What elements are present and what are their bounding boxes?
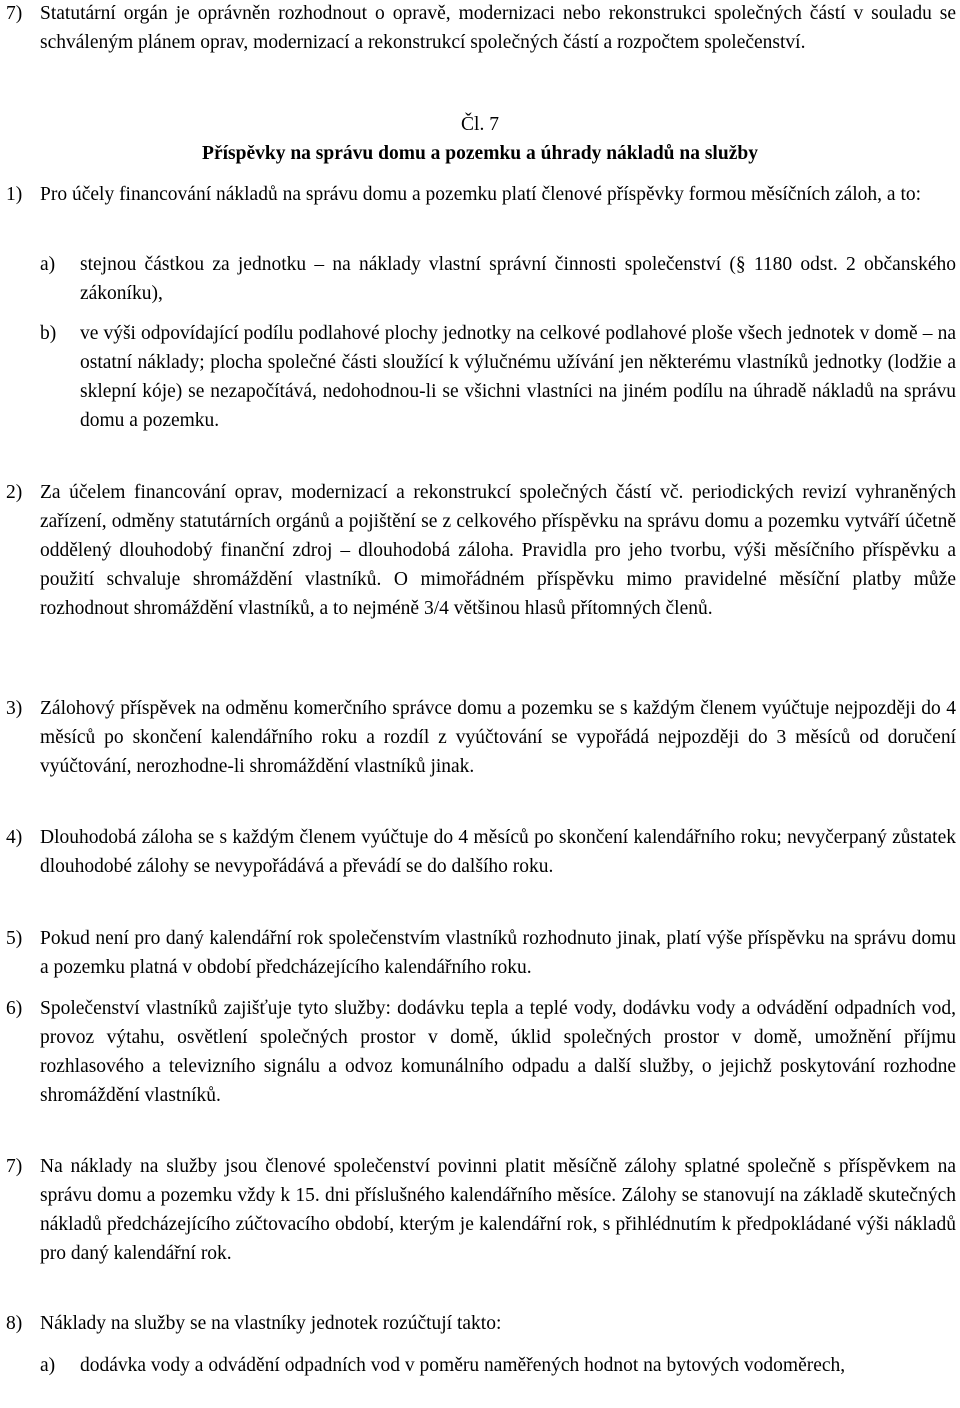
sub-list-item	[0, 250, 960, 308]
sub-item-text: dodávka vody a odvádění odpadních vod v poměru naměřených hodnot na bytových vodoměrech,	[80, 1355, 846, 1376]
item-number: 7)	[6, 3, 23, 24]
item-text: Za účelem financování oprav, modernizací a rekonstrukcí společných částí vč. periodických revizí vyhraněných zařízení, odměny statutárních orgánů a pojištění se z celkového příspěvku na správu domu a pozemku vytváří účetně oddělený dlouhodobý finanční zdroj – dlouhodobá záloha. Pravidla pro jeho tvorbu, výši měsíčního příspěvku a použití schvaluje shromáždění vlastníků. O mimořádném příspěvku mimo pravidelné měsíční platby může rozhodnout shromáždění vlastníků, a to nejméně 3/4 většinou hlasů přítomných členů.	[40, 482, 956, 619]
item-text: Zálohový příspěvek na odměnu komerčního správce domu a pozemku se s každým členem vyúčtuje nejpozději do 4 měsíců po skončení kalendářního roku a rozdíl z vyúčtování se vypořádá nejpozději do 3 měsíců od doručení vyúčtování, nerozhodne-li shromáždění vlastníků jinak.	[40, 698, 956, 777]
item-number: 6)	[6, 998, 23, 1019]
item-text: Náklady na služby se na vlastníky jednotek rozúčtují takto:	[40, 1313, 502, 1334]
list-item	[0, 694, 960, 781]
list-item	[0, 478, 960, 623]
sub-item-letter: a)	[40, 1355, 56, 1376]
list-item	[0, 823, 960, 881]
sub-item-text: ve výši odpovídající podílu podlahové plochy jednotky na celkové podlahové ploše všech jednotek v domě – na ostatní náklady; plocha společné části sloužící k výlučnému užívání jen některému vlastníků jednotky (lodžie a sklepní kóje) se nezapočítává, nedohodnou-li se všichni vlastníci na jiném podílu na úhradě nákladů na správu domu a pozemku.	[80, 323, 956, 431]
top-list-item	[0, 0, 960, 57]
sub-item-letter: b)	[40, 323, 57, 344]
item-text: Pro účely financování nákladů na správu domu a pozemku platí členové příspěvky formou měsíčních záloh, a to:	[40, 184, 922, 205]
item-text: Na náklady na služby jsou členové společenství povinni platit měsíčně zálohy splatné společně s příspěvkem na správu domu a pozemku vždy k 15. dni příslušného kalendářního měsíce. Zálohy se stanovují na základě skutečných nákladů předcházejícího zúčtovacího období, kterým je kalendářní rok, s přihlédnutím k předpokládané výši nákladů pro daný kalendářní rok.	[40, 1156, 956, 1264]
item-number: 3)	[6, 698, 23, 719]
item-number: 2)	[6, 482, 23, 503]
article-number: Čl. 7	[461, 114, 499, 135]
sub-list-item	[0, 319, 960, 435]
item-number: 8)	[6, 1313, 23, 1334]
item-text: Společenství vlastníků zajišťuje tyto služby: dodávku tepla a teplé vody, dodávku vody a odvádění odpadních vod, provoz výtahu, osvětlení společných prostor v domě, úklid společných prostor v domě, umožnění příjmu rozhlasového a televizního signálu a odvoz komunálního odpadu a další služby, o jejichž poskytování rozhodne shromáždění vlastníků.	[40, 998, 956, 1106]
article-title: Příspěvky na správu domu a pozemku a úhrady nákladů na služby	[202, 143, 758, 164]
list-item	[0, 180, 960, 209]
item-text: Dlouhodobá záloha se s každým členem vyúčtuje do 4 měsíců po skončení kalendářního roku; nevyčerpaný zůstatek dlouhodobé zálohy se nevypořádává a převádí se do dalšího roku.	[40, 827, 956, 877]
sub-item-letter: a)	[40, 254, 56, 275]
list-item	[0, 1152, 960, 1268]
item-number: 1)	[6, 184, 23, 205]
item-text: Pokud není pro daný kalendářní rok společenstvím vlastníků rozhodnuto jinak, platí výše příspěvku na správu domu a pozemku platná v období předcházejícího kalendářního roku.	[40, 928, 956, 978]
item-text: Statutární orgán je oprávněn rozhodnout o opravě, modernizaci nebo rekonstrukci společných částí v souladu se schváleným plánem oprav, modernizací a rekonstrukcí společných částí a rozpočtem společenství.	[40, 3, 956, 53]
item-number: 7)	[6, 1156, 23, 1177]
list-item	[0, 924, 960, 982]
item-number: 4)	[6, 827, 23, 848]
list-item	[0, 1309, 960, 1338]
sub-item-text: stejnou částkou za jednotku – na náklady vlastní správní činnosti společenství (§ 1180 odst. 2 občanského zákoníku),	[80, 254, 956, 304]
item-number: 5)	[6, 928, 23, 949]
list-item	[0, 994, 960, 1110]
sub-list-item	[0, 1351, 960, 1380]
